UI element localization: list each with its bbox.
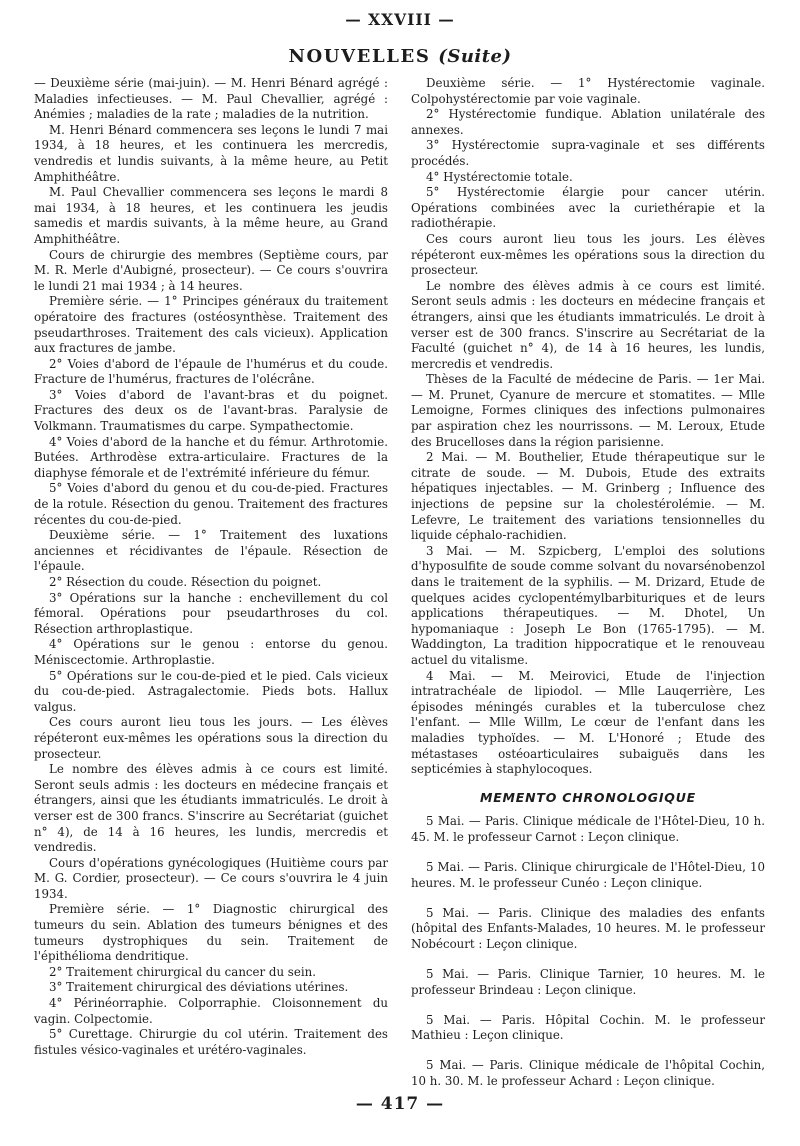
paragraph: 2° Hystérectomie fundique. Ablation unilatérale des annexes.	[411, 107, 765, 137]
paragraph: Thèses de la Faculté de médecine de Paris. — 1er Mai. — M. Prunet, Cyanure de mercure et stomatites. — Mlle Lemoigne, Formes cliniques des infections pulmonaires par aspiration chez les nourrissons. — M. Leroux, Etude des Brucelloses dans la région parisienne.	[411, 372, 765, 449]
paragraph: 4° Hystérectomie totale.	[426, 169, 573, 184]
paragraph: Le nombre des élèves admis à ce cours est limité. Seront seuls admis : les docteurs en médecine français et étrangers, ainsi que les étudiants immatriculés. Le droit à verser est de 300 francs. S'inscrire au Secrétariat de la Faculté (guichet n° 4), de 14 à 16 heures, les lundis, mercredis et vendredis.	[411, 278, 765, 371]
paragraph: 5° Hystérectomie élargie pour cancer utérin. Opérations combinées avec la curiethérapie et la radiothérapie.	[411, 185, 765, 231]
paragraph: 3° Voies d'abord de l'avant-bras et du poignet. Fractures des deux os de l'avant-bras. Paralysie de Volkmann. Traumatismes du carpe. Sympathectomie.	[34, 387, 388, 434]
paragraph: 4 Mai. — M. Meirovici, Etude de l'injection intratrachéale de lipiodol. — Mlle Lauqerrière, Les épisodes méningés curables et la tuberculose chez l'enfant. — Mlle Willm, Le cœur de l'enfant dans les maladies typhoïdes. — M. L'Honoré ; Etude des métastases ostéoarticulaires subaiguës dans les septicémies à staphylocoques.	[411, 668, 765, 777]
paragraph: 4° Périnéorraphie. Colporraphie. Cloisonnement du vagin. Colpectomie.	[34, 996, 388, 1026]
right-column	[411, 76, 765, 1104]
paragraph: 3° Traitement chirurgical des déviations utérines.	[49, 980, 349, 995]
paragraph: 3 Mai. — M. Szpicberg, L'emploi des solutions d'hyposulfite de soude comme solvant du novarsénobenzol dans le traitement de la syphilis. — M. Drizard, Etude de quelques acides cyclopentémylbarbituriques et de leurs applications thérapeutiques. — M. Dhotel, Un hypomaniaque : Joseph Le Bon (1765-1795). — M. Waddington, La tradition hippocratique et le renouveau actuel du vitalisme.	[411, 543, 765, 667]
paragraph: M. Paul Chevallier commencera ses leçons le mardi 8 mai 1934, à 18 heures, et les continuera les jeudis samedis et mardis suivants, à la même heure, au Grand Amphithéâtre.	[34, 185, 388, 246]
paragraph: Cours d'opérations gynécologiques (Huitième cours par M. G. Cordier, prosecteur). — Ce cours s'ouvrira le 4 juin 1934.	[34, 855, 388, 901]
memento-item: 5 Mai. — Paris. Clinique chirurgicale de l'Hôtel-Dieu, 10 heures. M. le professeur Cunéo : Leçon clinique.	[411, 860, 765, 890]
page-title	[0, 46, 800, 67]
paragraph: Cours de chirurgie des membres (Septième cours, par M. R. Merle d'Aubigné, prosecteur). — Ce cours s'ouvrira le lundi 21 mai 1934 ; à 14 heures.	[34, 247, 388, 293]
paragraph: 4° Voies d'abord de la hanche et du fémur. Arthrotomie. Butées. Arthrodèse extra-articulaire. Fractures de la diaphyse fémorale et de l'extrémité inférieure du fémur.	[34, 434, 388, 480]
paragraph: 4° Opérations sur le genou : entorse du genou. Méniscectomie. Arthroplastie.	[34, 637, 388, 667]
memento-heading: MEMENTO CHRONOLOGIQUE	[479, 789, 697, 805]
paragraph: 5° Opérations sur le cou-de-pied et le pied. Cals vicieux du cou-de-pied. Astragalectomie. Pieds bots. Hallux valgus.	[34, 668, 388, 714]
page-number: — 417 —	[355, 1094, 445, 1114]
paragraph: 2° Résection du coude. Résection du poignet.	[49, 575, 322, 589]
paragraph: 3° Hystérectomie supra-vaginale et ses différents procédés.	[411, 138, 765, 168]
memento-item: 5 Mai. — Paris. Clinique médicale de l'hôpital Cochin, 10 h. 30. M. le professeur Achard : Leçon clinique.	[411, 1058, 765, 1088]
paragraph: M. Henri Bénard commencera ses leçons le lundi 7 mai 1934, à 18 heures, et les continuera les mercredis, vendredis et lundis suivants, à la même heure, au Petit Amphithéâtre.	[34, 122, 388, 184]
paragraph: Deuxième série. — 1° Traitement des luxations anciennes et récidivantes de l'épaule. Résection de l'épaule.	[34, 528, 388, 574]
memento-item: 5 Mai. — Paris. Clinique médicale de l'Hôtel-Dieu, 10 h. 45. M. le professeur Carnot : Leçon clinique.	[411, 814, 765, 844]
memento-item: 5 Mai. — Paris. Clinique Tarnier, 10 heures. M. le professeur Brindeau : Leçon clinique.	[411, 966, 765, 997]
paragraph: Deuxième série. — 1° Hystérectomie vaginale. Colpohystérectomie par voie vaginale.	[411, 76, 765, 106]
paragraph: Le nombre des élèves admis à ce cours est limité. Seront seuls admis : les docteurs en médecine français et étrangers, ainsi que les étudiants immatriculés. Le droit à verser est de 300 francs. S'inscrire au Secrétariat (guichet n° 4), de 14 à 16 heures, les lundis, mercredis et vendredis.	[34, 762, 388, 855]
paragraph: Première série. — 1° Diagnostic chirurgical des tumeurs du sein. Ablation des tumeurs bénignes et des tumeurs dystrophiques du sein. Traitement de l'épithélioma dendritique.	[34, 902, 388, 964]
paragraph: — Deuxième série (mai-juin). — M. Henri Bénard agrégé : Maladies infectieuses. — M. Paul Chevallier, agrégé : Anémies ; maladies de la rate ; maladies de la nutrition.	[34, 76, 388, 122]
paragraph: Première série. — 1° Principes généraux du traitement opératoire des fractures (ostéosynthèse. Traitement des pseudarthroses. Traitement des cals vicieux). Application aux fractures de jambe.	[34, 294, 388, 356]
left-column	[34, 76, 388, 1058]
paragraph: 3° Opérations sur la hanche : enchevillement du col fémoral. Opérations pour pseudarthroses du col. Résection arthroplastique.	[34, 590, 388, 636]
paragraph: Ces cours auront lieu tous les jours. Les élèves répéteront eux-mêmes les opérations sous la direction du prosecteur.	[411, 231, 765, 278]
paragraph: Ces cours auront lieu tous les jours. — Les élèves répéteront eux-mêmes les opérations sous la direction du prosecteur.	[34, 715, 388, 761]
memento-item: 5 Mai. — Paris. Clinique des maladies des enfants (hôpital des Enfants-Malades, 10 heures. M. le professeur Nobécourt : Leçon clinique.	[411, 905, 765, 951]
title-suite: (Suite)	[438, 46, 512, 67]
paragraph: 2 Mai. — M. Bouthelier, Etude thérapeutique sur le citrate de soude. — M. Dubois, Etude des extraits hépatiques injectables. — M. Grinberg ; Influence des injections de pepsine sur la cholestérolémie. — M. Lefevre, Le traitement des variations tensionnelles du liquide céphalo-rachidien.	[411, 450, 765, 543]
running-header: — XXVIII —	[345, 10, 455, 29]
paragraph: 2° Traitement chirurgical du cancer du sein.	[49, 964, 316, 979]
paragraph: 5° Voies d'abord du genou et du cou-de-pied. Fractures de la rotule. Résection du genou. Traitement des fractures récentes du cou-de-pied.	[34, 481, 388, 527]
paragraph: 2° Voies d'abord de l'épaule de l'humérus et du coude. Fracture de l'humérus, fractures de l'olécrâne.	[34, 356, 388, 387]
paragraph: 5° Curettage. Chirurgie du col utérin. Traitement des fistules vésico-vaginales et urétéro-vaginales.	[34, 1027, 388, 1057]
memento-item: 5 Mai. — Paris. Hôpital Cochin. M. le professeur Mathieu : Leçon clinique.	[411, 1012, 765, 1043]
title-main: NOUVELLES	[288, 46, 431, 67]
